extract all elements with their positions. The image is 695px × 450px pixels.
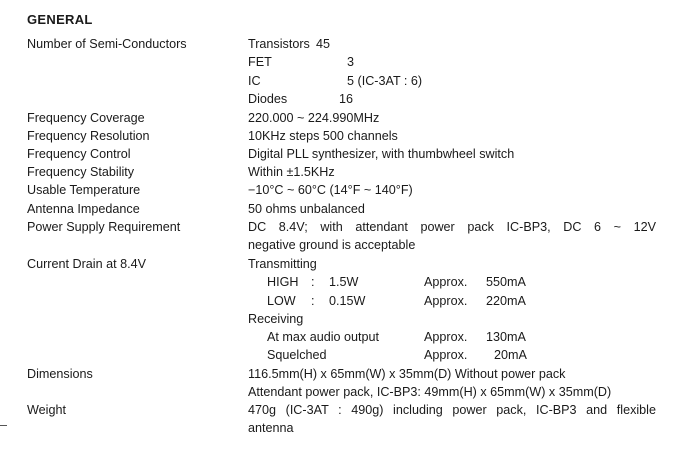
spec-value bbox=[248, 255, 658, 365]
spec-value: −10°C ~ 60°C (14°F ~ 140°F) bbox=[248, 183, 413, 197]
spec-value-line: antenna bbox=[248, 421, 294, 436]
spec-value-line: DC 8.4V; with attendant power pack IC-BP3, DC 6 ~ 12V bbox=[248, 220, 656, 234]
semiconductor-name: Diodes bbox=[248, 91, 288, 106]
spec-value bbox=[248, 401, 656, 438]
spec-value: 220.000 ~ 224.990MHz bbox=[248, 111, 380, 125]
transmit-power: 1.5W bbox=[329, 275, 359, 290]
spec-value-line: negative ground is acceptable bbox=[248, 238, 416, 253]
transmit-current: 550mA bbox=[486, 275, 526, 290]
spec-label: Number of Semi-Conductors bbox=[27, 37, 187, 51]
spec-value: 50 ohms unbalanced bbox=[248, 202, 365, 216]
transmit-separator: : bbox=[311, 293, 315, 308]
semiconductor-count: 16 bbox=[339, 91, 354, 106]
transmit-approx: Approx. bbox=[424, 275, 468, 290]
spec-value-line: 470g (IC-3AT : 490g) including power pack, IC-BP3 and flexible bbox=[248, 403, 656, 417]
transmit-current: 220mA bbox=[486, 293, 526, 308]
spec-value bbox=[248, 35, 658, 108]
semiconductor-count: 45 bbox=[316, 37, 331, 51]
receive-condition: Squelched bbox=[267, 348, 327, 363]
semiconductor-row bbox=[248, 90, 658, 108]
spec-label: Weight bbox=[27, 403, 66, 417]
receive-current: 130mA bbox=[486, 330, 526, 345]
transmit-mode: HIGH bbox=[267, 275, 299, 290]
semiconductor-row bbox=[248, 72, 658, 90]
spec-label: Frequency Control bbox=[27, 147, 131, 161]
semiconductor-name: Transistors bbox=[248, 37, 310, 51]
semiconductor-name: IC bbox=[248, 73, 261, 88]
semiconductor-count: 3 bbox=[347, 55, 355, 70]
spec-label: Frequency Coverage bbox=[27, 111, 145, 125]
transmit-separator: : bbox=[311, 275, 315, 290]
transmit-approx: Approx. bbox=[424, 293, 468, 308]
spec-value: Within ±1.5KHz bbox=[248, 165, 335, 179]
spec-value bbox=[248, 218, 656, 255]
spec-value bbox=[248, 365, 658, 402]
semiconductor-name: FET bbox=[248, 55, 272, 70]
spec-label: Usable Temperature bbox=[27, 183, 141, 197]
transmit-power: 0.15W bbox=[329, 293, 366, 308]
transmit-row bbox=[248, 273, 658, 291]
transmit-mode: LOW bbox=[267, 293, 296, 308]
spec-label: Antenna Impedance bbox=[27, 202, 140, 216]
receive-row bbox=[248, 328, 658, 346]
transmitting-heading: Transmitting bbox=[248, 257, 317, 271]
spec-label: Frequency Stability bbox=[27, 165, 135, 179]
spec-label: Dimensions bbox=[27, 367, 93, 381]
margin-dash bbox=[0, 425, 7, 426]
section-heading: GENERAL bbox=[27, 12, 93, 27]
receive-row bbox=[248, 346, 658, 364]
spec-value: 10KHz steps 500 channels bbox=[248, 129, 398, 143]
receive-approx: Approx. bbox=[424, 330, 468, 345]
semiconductor-count: 5 (IC-3AT : 6) bbox=[347, 73, 423, 88]
receive-condition: At max audio output bbox=[267, 330, 380, 345]
spec-value-line: Attendant power pack, IC-BP3: 49mm(H) x 65mm(W) x 35mm(D) bbox=[248, 385, 612, 400]
receive-current: 20mA bbox=[494, 348, 527, 363]
transmit-row bbox=[248, 292, 658, 310]
semiconductor-row bbox=[248, 53, 658, 71]
spec-value: Digital PLL synthesizer, with thumbwheel switch bbox=[248, 147, 515, 161]
spec-label: Current Drain at 8.4V bbox=[27, 257, 146, 271]
semiconductor-row bbox=[248, 35, 658, 53]
receive-approx: Approx. bbox=[424, 348, 468, 363]
spec-label: Power Supply Requirement bbox=[27, 220, 181, 234]
spec-label: Frequency Resolution bbox=[27, 129, 150, 143]
spec-value-line: 116.5mm(H) x 65mm(W) x 35mm(D) Without power pack bbox=[248, 367, 566, 381]
receiving-heading: Receiving bbox=[248, 311, 304, 326]
